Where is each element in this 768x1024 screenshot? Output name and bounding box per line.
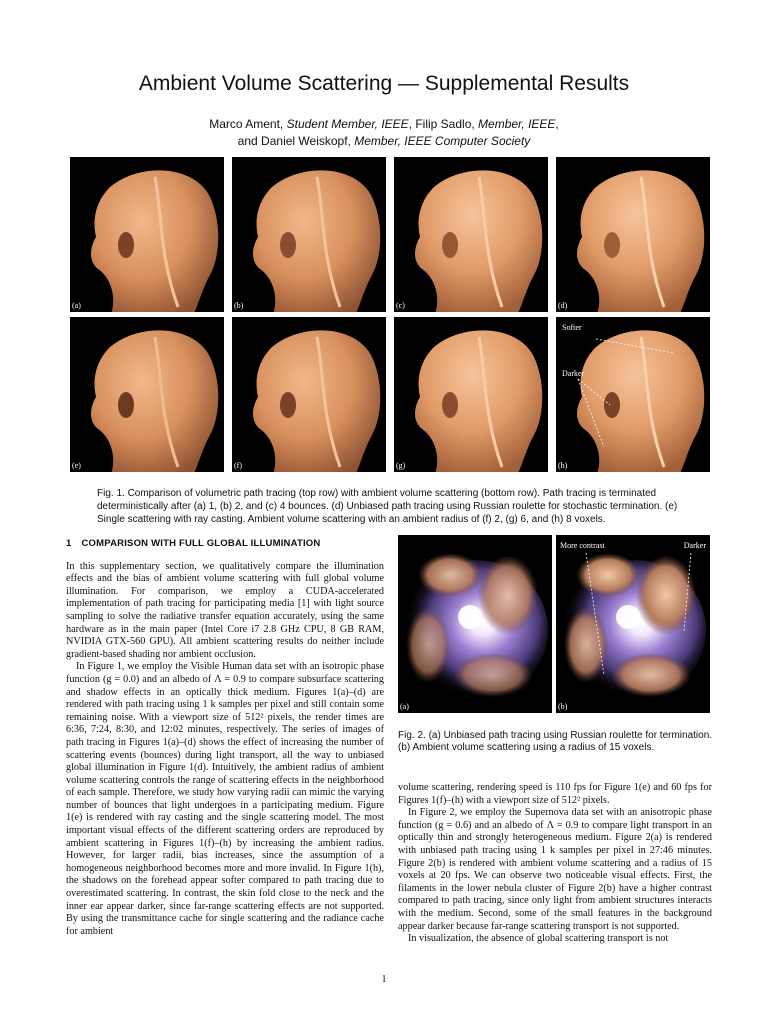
author-name: and Daniel Weiskopf, bbox=[237, 134, 355, 148]
panel-label: (f) bbox=[234, 461, 242, 470]
section-number: 1 bbox=[66, 538, 72, 549]
panel-label: (c) bbox=[396, 301, 405, 310]
figure1-bottom-row bbox=[70, 317, 710, 472]
paragraph: In Figure 1, we employ the Visible Human data set with an isotropic phase function (g = 0.0) and an albedo of Λ = 0.9 to compare subsurface scattering and shadow effects in an optically thick medium. Figures 1(a)–(d) are rendered with path tracing using 1 k samples per pixel and still contain some remaining noise. With a viewport size of 512² pixels, the render times are 6:36, 7:24, 8:30, and 12:02 minutes, respectively. The series of images of path tracing in Figures 1(a)–(d) shows the effect of increasing the number of scattering events (bounces) during light transport, all the way to unbiased global illumination in Figure 1(d). Intuitively, the ambient radius of ambient volume scattering controls the range of scattering effects in the neighborhood of each sample. Therefore, we study how varying radii can mimic the varying number of bounces that light undergoes in a participating medium. Figure 1(e) is rendered with ray casting and the single scattering model. The most important visual effects of the different scattering orders are reproduced by ambient scattering in Figures 1(f)–(h) by increasing the ambient radius. However, for larger radii, bias increases, since the assumption of a homogeneous neighborhood becomes more and more invalid. In Figure 1(h), the shadows on the forehead appear softer compared to path tracing due to overestimated scattering. In contrast, the skin fold close to the neck and the inner ear appear darker, since far-range scattering effects are not supported. By using the transmittance cache for single scattering and the radiance cache for ambient bbox=[66, 661, 384, 937]
annotation-darker: Darker bbox=[683, 541, 706, 550]
figure1-panel-h bbox=[556, 317, 710, 472]
paragraph: In this supplementary section, we qualitatively compare the illumination effects and the bias of ambient volume scattering with full global volume illumination. For comparison, we employ a CUDA-accelerated implementation of path tracing for participating media [1] with light source sampling to solve the radiative transfer equation accurately, using the same hardware as in the main paper (Intel Core i7 2.8 GHz CPU, 8 GB RAM, NVIDIA GTX-560 GPU). All ambient scattering results do neither include gradient-based shading nor ambient occlusion. bbox=[66, 560, 384, 660]
figure2-caption: Fig. 2. (a) Unbiased path tracing using Russian roulette for termination. (b) Ambient volume scattering using a radius of 15 voxels. bbox=[398, 730, 713, 753]
paragraph: In Figure 2, we employ the Supernova data set with an anisotropic phase function (g = 0.6) and an albedo of Λ = 0.9 to compare light transport in an optically thin and strongly heterogeneous medium. Figure 2(a) is rendered with unbiased path tracing using 1 k samples per pixel in 27:46 minutes. Figure 2(b) is rendered with ambient volume scattering and a radius of 15 voxels at 20 fps. We can observe two noticeable visual effects. First, the filaments in the lower nebula cluster of Figure 2(b) have a higher contrast compared to path tracing, since only light from ambient structures interacts with the medium. Second, some of the small features in the background appear darker because far-range scattering transport is not supported. bbox=[398, 807, 712, 932]
author-name: , Filip Sadlo, bbox=[408, 117, 479, 131]
author-list bbox=[0, 116, 768, 150]
figure1-panel-f bbox=[232, 317, 386, 472]
paragraph: volume scattering, rendering speed is 110 fps for Figure 1(e) and 60 fps for Figures 1(f)–(h) with a viewport size of 512² pixels. bbox=[398, 782, 712, 806]
panel-label: (e) bbox=[72, 461, 81, 470]
panel-label: (h) bbox=[558, 461, 568, 470]
right-column bbox=[398, 782, 712, 946]
author-role: Student Member, IEEE bbox=[286, 117, 409, 131]
figure1-panel-e bbox=[70, 317, 224, 472]
paragraph: In visualization, the absence of global scattering transport is not bbox=[408, 933, 669, 945]
author-line-2 bbox=[0, 133, 768, 150]
figure1-caption: Fig. 1. Comparison of volumetric path tracing (top row) with ambient volume scattering (bottom row). Path tracing is terminated deterministically after (a) 1, (b) 2, and (c) 4 bounces. (d) Unbiased path tracing using Russian roulette for stochastic termination. (e) Single scattering with ray casting. Ambient volume scattering with an ambient radius of (f) 2, (g) 6, and (h) 8 voxels. bbox=[97, 488, 678, 525]
annotation-softer: Softer bbox=[562, 323, 582, 332]
figure1-panel-a bbox=[70, 157, 224, 312]
panel-label: (b) bbox=[234, 301, 244, 310]
panel-label: (a) bbox=[72, 301, 81, 310]
author-line-1 bbox=[0, 116, 768, 133]
annotation-more-contrast: More contrast bbox=[560, 541, 605, 550]
panel-label: (g) bbox=[396, 461, 406, 470]
section-heading bbox=[66, 538, 384, 551]
figure1-top-row bbox=[70, 157, 710, 312]
figure1-panel-g bbox=[394, 317, 548, 472]
annotation-darker: Darker bbox=[562, 369, 585, 378]
figure1-panel-d bbox=[556, 157, 710, 312]
figure2 bbox=[398, 535, 710, 713]
section-title: COMPARISON WITH FULL GLOBAL ILLUMINATION bbox=[81, 538, 321, 549]
punctuation: , bbox=[555, 117, 559, 131]
figure2-panel-a bbox=[398, 535, 552, 713]
figure1-panel-b bbox=[232, 157, 386, 312]
author-role: Member, IEEE bbox=[478, 117, 556, 131]
figure1-panel-c bbox=[394, 157, 548, 312]
page-number: 1 bbox=[381, 974, 387, 985]
left-column bbox=[66, 538, 384, 938]
author-name: Marco Ament, bbox=[209, 117, 287, 131]
author-role: Member, IEEE Computer Society bbox=[354, 134, 531, 148]
figure2-panel-b bbox=[556, 535, 710, 713]
panel-label: (a) bbox=[400, 702, 409, 711]
panel-label: (b) bbox=[558, 702, 568, 711]
paper-title: Ambient Volume Scattering — Supplemental Results bbox=[138, 72, 630, 95]
panel-label: (d) bbox=[558, 301, 568, 310]
